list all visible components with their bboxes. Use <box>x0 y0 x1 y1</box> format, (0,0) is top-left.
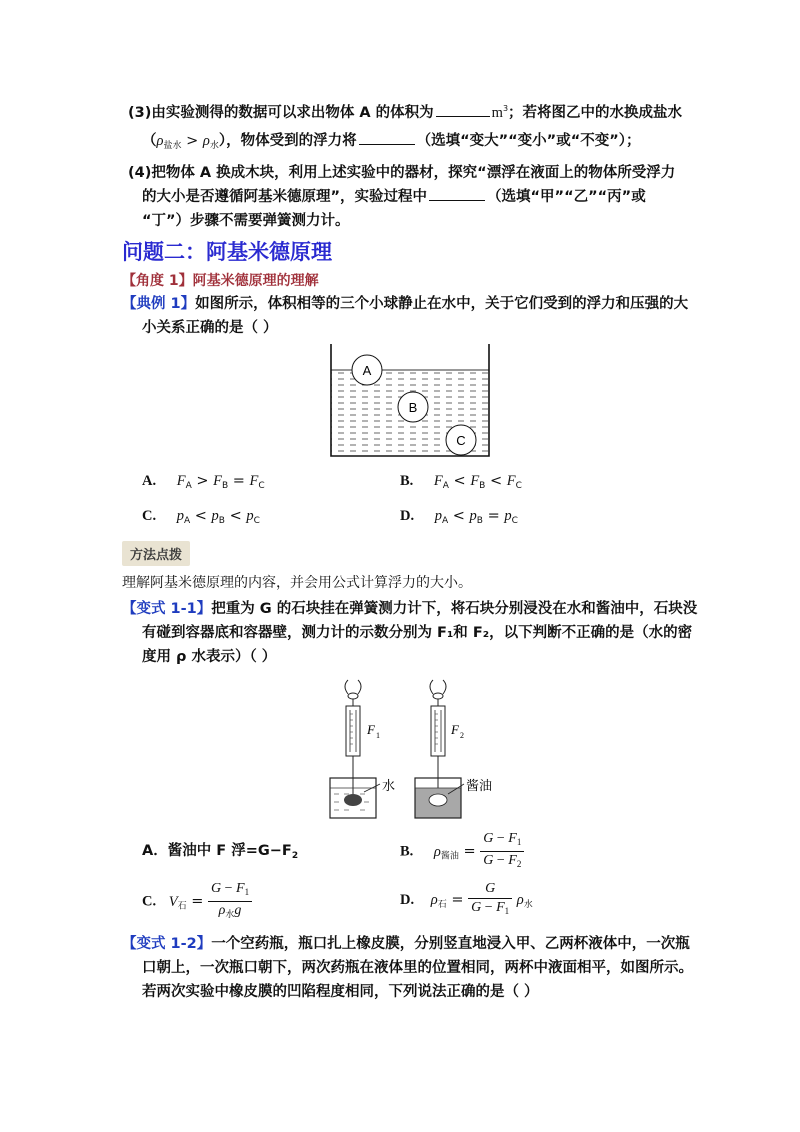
sym-p: p <box>504 508 512 524</box>
example1-tag: 【典例 1】 <box>122 296 196 312</box>
fraction-b <box>480 830 524 873</box>
unit-m: m <box>491 104 503 121</box>
ball-b-label: B <box>408 400 418 415</box>
variant11-option-a-sub: 2 <box>291 851 299 861</box>
paren-close: ） <box>218 133 227 149</box>
sym-f: F <box>176 473 186 489</box>
sym-f: F <box>508 831 517 846</box>
sub-2: 2 <box>516 859 522 869</box>
sub-b: B <box>218 516 225 526</box>
rho-symbol: ρ <box>156 133 164 149</box>
variant11-option-a-text: A．酱油中 F 浮=G−F <box>142 843 292 859</box>
sub-1: 1 <box>516 837 522 847</box>
gt-sign: > <box>186 133 199 149</box>
op-eq: = <box>191 893 204 910</box>
option-d-label: D. <box>400 508 415 524</box>
fig-f1-sub: 1 <box>376 731 380 740</box>
sub-stone: 石 <box>177 901 187 912</box>
method-tag: 方法点拨 <box>122 541 190 566</box>
example1-option-b[interactable] <box>400 470 522 497</box>
sub-c: C <box>258 481 265 491</box>
variant11-line3: 度用 ρ 水表示）（ ） <box>142 649 277 665</box>
op-eq: = <box>232 473 245 489</box>
sub-water: 水 <box>523 900 533 910</box>
sub-a: A <box>441 516 449 526</box>
variant11-option-b[interactable] <box>400 830 524 873</box>
sym-p: p <box>469 508 477 524</box>
sub-stone: 石 <box>437 900 447 910</box>
sym-g-weight: G <box>210 881 222 896</box>
spring-scale-right <box>430 680 464 794</box>
ball-a <box>352 355 382 385</box>
variant11-text1: 把重为 G 的石块挂在弹簧测力计下，将石块分别浸没在水和酱油中，石块没 <box>211 601 698 617</box>
sym-rho: ρ <box>516 892 524 908</box>
sym-g-weight: G <box>485 881 496 896</box>
spring-scale-left <box>345 680 380 794</box>
example1-line1 <box>122 293 688 315</box>
q3-volume-blank[interactable] <box>436 102 490 117</box>
ball-c-label: C <box>456 433 466 448</box>
option-c-label: C. <box>142 893 157 910</box>
example1-option-a[interactable] <box>142 470 265 497</box>
example1-option-d[interactable] <box>400 505 518 532</box>
option-d-label: D. <box>400 892 415 908</box>
sym-p: p <box>211 508 219 524</box>
sub-a: A <box>185 481 192 491</box>
variant12-line2: 口朝上，一次瓶口朝下，两次药瓶在液体里的位置相同，两杯中液面相平，如图所示。 <box>142 960 693 976</box>
op-gt: > <box>196 473 209 489</box>
variant11-line1 <box>122 598 697 620</box>
sym-g-weight: G <box>483 831 494 846</box>
beaker-balls-figure <box>325 340 495 460</box>
q4-line2 <box>142 186 646 208</box>
ball-b <box>398 392 428 422</box>
variant11-tag: 【变式 1-1】 <box>122 601 212 617</box>
q3-text-b: ；若将图乙中的水换成盐水 <box>508 104 683 121</box>
fig-f2-label: F <box>451 722 459 737</box>
op-eq: = <box>451 892 464 908</box>
sym-gravity: g <box>234 903 242 918</box>
q3-buoyancy-blank[interactable] <box>359 130 415 145</box>
section-title: 问题二：阿基米德原理 <box>122 240 332 264</box>
example1-option-c[interactable] <box>142 505 260 532</box>
rho-symbol-2: ρ <box>202 133 210 149</box>
variant12-line3: 若两次实验中橡皮膜的凹陷程度相同，下列说法正确的是（ ） <box>142 984 539 1000</box>
sub-c: C <box>515 481 522 491</box>
q4-step-blank[interactable] <box>429 186 485 201</box>
q4-line2-text-b: （选填“甲”“乙”“丙”或 <box>487 189 646 205</box>
fraction-d <box>468 880 512 920</box>
op-lt: < <box>194 508 207 524</box>
spring-scale-figure <box>320 676 520 822</box>
q3-line2-text-b: （选填“变大”“变小”或“不变”）； <box>416 133 641 149</box>
variant11-option-a[interactable] <box>142 840 298 867</box>
sym-rho: ρ <box>430 892 438 908</box>
fig-soy-label: 酱油 <box>466 779 493 794</box>
op-lt: < <box>453 473 466 489</box>
unit-sup: 3 <box>502 104 509 113</box>
sym-f: F <box>249 473 259 489</box>
sym-f: F <box>508 853 517 868</box>
sub-b: B <box>221 481 229 491</box>
sym-rho: ρ <box>433 843 441 860</box>
q3-line2 <box>142 130 641 157</box>
sub-soy: 酱油 <box>440 851 459 862</box>
option-c-label: C. <box>142 508 157 524</box>
beaker-soy-sauce <box>415 778 492 818</box>
op-lt: < <box>489 473 503 489</box>
sub-1: 1 <box>244 887 250 897</box>
variant11-line2: 有碰到容器底和容器壁，测力计的示数分别为 F₁和 F₂，以下判断不正确的是（水的密 <box>142 625 693 641</box>
q3-line2-text-a: ，物体受到的浮力将 <box>226 133 357 149</box>
sym-v: V <box>168 893 178 910</box>
sym-g-weight: G <box>471 900 482 915</box>
op-minus: − <box>496 831 505 846</box>
rho-sub-salt: 盐水 <box>163 141 182 151</box>
variant12-tag: 【变式 1-2】 <box>122 936 212 952</box>
option-b-label: B. <box>400 473 414 489</box>
variant11-option-d[interactable] <box>400 880 533 920</box>
fig-water-label: 水 <box>382 779 396 794</box>
q4-line1: (4)把物体 A 换成木块，利用上述实验中的器材，探究“漂浮在液面上的物体所受浮力 <box>128 165 676 181</box>
example1-line2: 小关系正确的是（ ） <box>142 320 278 336</box>
op-minus: − <box>224 881 233 896</box>
variant11-option-c[interactable] <box>142 880 252 923</box>
q3-text-a: (3)由实验测得的数据可以求出物体 A 的体积为 <box>128 104 434 121</box>
op-eq: = <box>463 843 476 860</box>
example1-text: 如图所示，体积相等的三个小球静止在水中，关于它们受到的浮力和压强的大 <box>195 296 689 312</box>
sym-f: F <box>470 473 480 489</box>
sub-1: 1 <box>504 906 510 916</box>
sub-b: B <box>476 516 483 526</box>
ball-c <box>446 425 476 455</box>
paren-open: （ <box>142 133 157 149</box>
variant12-text1: 一个空药瓶，瓶口扎上橡皮膜，分别竖直地浸入甲、乙两杯液体中，一次瓶 <box>211 936 690 952</box>
op-eq: = <box>487 508 500 524</box>
op-lt: < <box>229 508 242 524</box>
option-a-label: A. <box>142 473 157 489</box>
op-minus: − <box>484 900 493 915</box>
method-text: 理解阿基米德原理的内容，并会用公式计算浮力的大小。 <box>122 575 472 591</box>
sym-rho: ρ <box>218 903 226 918</box>
sub-a: A <box>183 516 191 526</box>
fraction-c <box>208 880 252 923</box>
sub-c: C <box>511 516 518 526</box>
op-minus: − <box>496 853 505 868</box>
fig-f1-label: F <box>367 722 375 737</box>
q4-line3: “丁”）步骤不需要弹簧测力计。 <box>142 213 350 229</box>
option-b-label: B. <box>400 843 414 860</box>
sym-f: F <box>433 473 443 489</box>
sub-a: A <box>442 481 449 491</box>
op-lt: < <box>452 508 465 524</box>
ball-a-label: A <box>362 363 372 378</box>
q3-line1 <box>128 98 682 124</box>
sub-b: B <box>479 481 486 491</box>
sub-water: 水 <box>225 909 235 919</box>
q4-line2-text-a: 的大小是否遵循阿基米德原理”，实验过程中 <box>142 189 428 205</box>
sym-p: p <box>246 508 254 524</box>
sub-c: C <box>253 516 260 526</box>
sym-p: p <box>434 508 442 524</box>
sym-f: F <box>496 900 505 915</box>
angle-tag: 【角度 1】阿基米德原理的理解 <box>122 273 319 289</box>
variant12-line1 <box>122 933 690 955</box>
sym-f: F <box>213 473 222 489</box>
fig-f2-sub: 2 <box>460 731 464 740</box>
beaker-water <box>330 778 395 818</box>
sym-f: F <box>506 473 516 489</box>
sym-f: F <box>236 881 245 896</box>
rho-sub-water: 水 <box>209 141 219 151</box>
sym-g-weight: G <box>483 853 494 868</box>
sym-p: p <box>176 508 184 524</box>
